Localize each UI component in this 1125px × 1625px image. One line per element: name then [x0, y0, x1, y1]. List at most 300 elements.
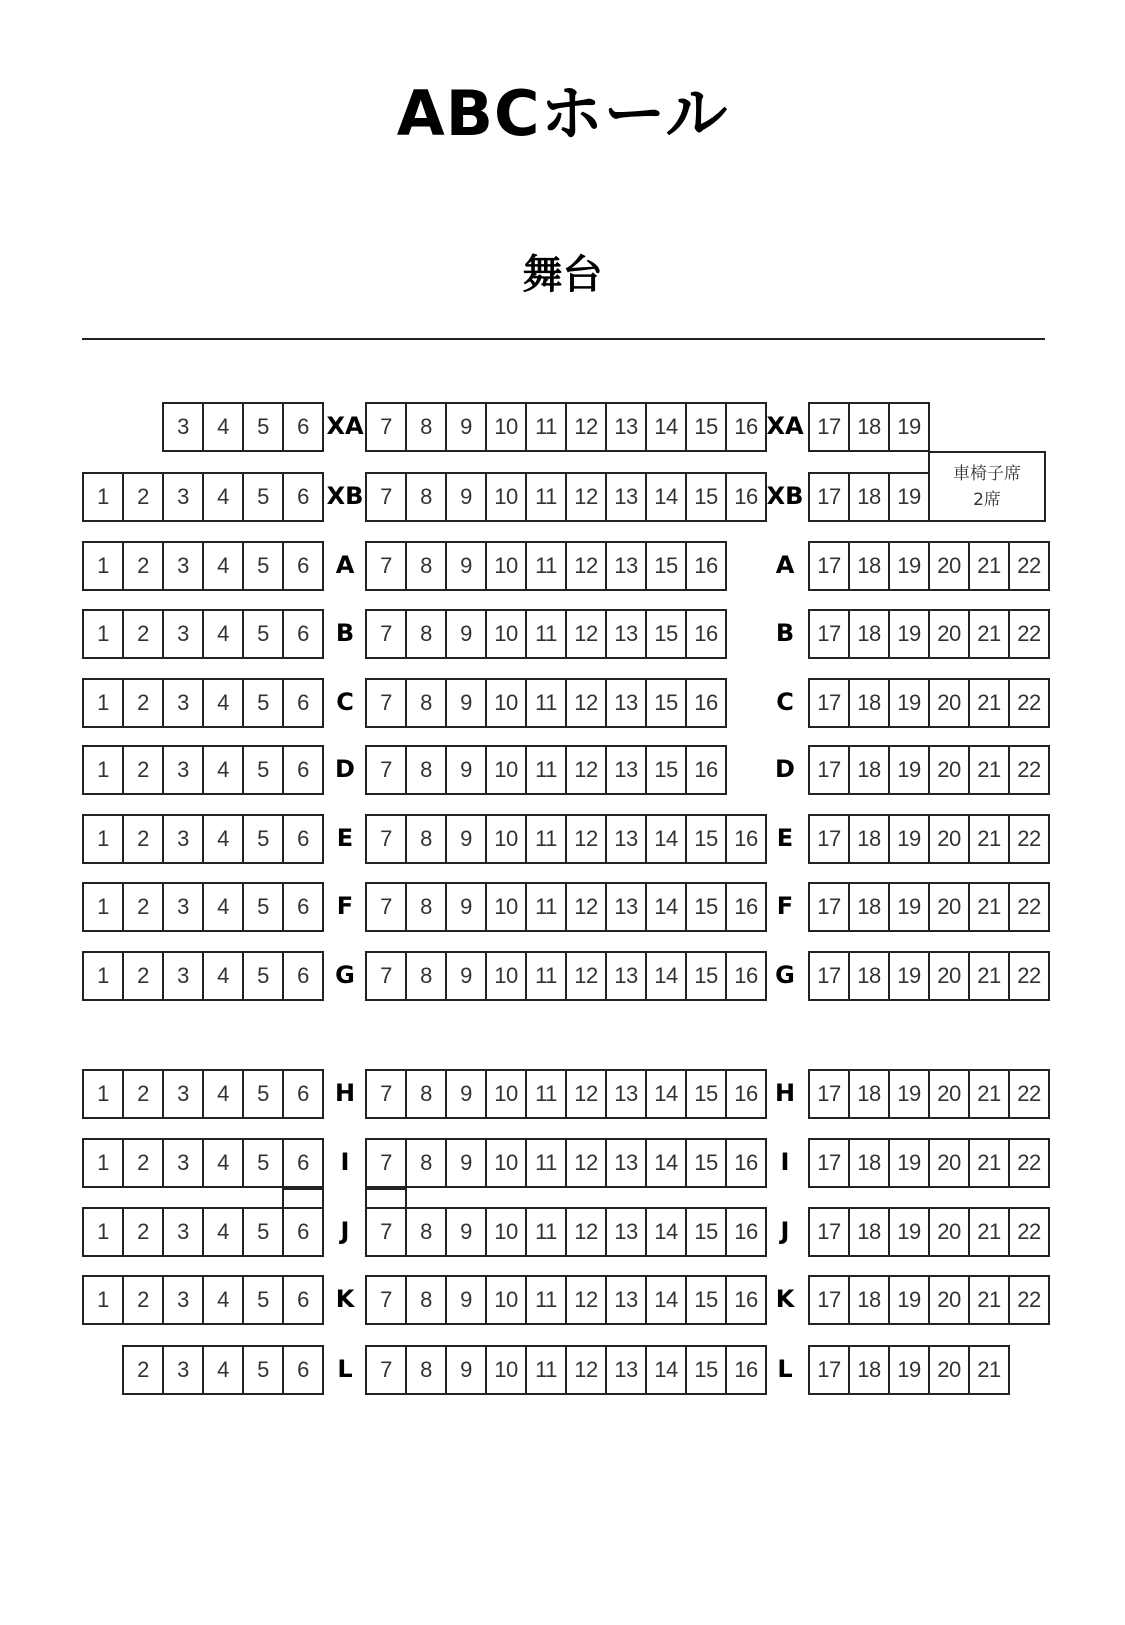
seat-XB-5[interactable]: 5	[242, 472, 284, 522]
seat-E-19[interactable]: 19	[888, 814, 930, 864]
seat-H-9[interactable]: 9	[445, 1069, 487, 1119]
seat-XA-6[interactable]: 6	[282, 402, 324, 452]
seat-L-21[interactable]: 21	[968, 1345, 1010, 1395]
seat-XB-16[interactable]: 16	[725, 472, 767, 522]
seat-D-17[interactable]: 17	[808, 745, 850, 795]
seat-J-21[interactable]: 21	[968, 1207, 1010, 1257]
seat-C-5[interactable]: 5	[242, 678, 284, 728]
seat-H-22[interactable]: 22	[1008, 1069, 1050, 1119]
seat-K-20[interactable]: 20	[928, 1275, 970, 1325]
seat-J-7[interactable]: 7	[365, 1207, 407, 1257]
seat-H-15[interactable]: 15	[685, 1069, 727, 1119]
row-label-right: C	[776, 688, 794, 716]
seat-J-20[interactable]: 20	[928, 1207, 970, 1257]
seat-E-22[interactable]: 22	[1008, 814, 1050, 864]
seat-D-3[interactable]: 3	[162, 745, 204, 795]
seat-J-4[interactable]: 4	[202, 1207, 244, 1257]
seat-XA-7[interactable]: 7	[365, 402, 407, 452]
seat-E-2[interactable]: 2	[122, 814, 164, 864]
seat-B-3[interactable]: 3	[162, 609, 204, 659]
seat-K-14[interactable]: 14	[645, 1275, 687, 1325]
seat-H-16[interactable]: 16	[725, 1069, 767, 1119]
seat-A-1[interactable]: 1	[82, 541, 124, 591]
seat-I-8[interactable]: 8	[405, 1138, 447, 1188]
seat-XB-19[interactable]: 19	[888, 472, 930, 522]
seat-J-9[interactable]: 9	[445, 1207, 487, 1257]
seat-F-8[interactable]: 8	[405, 882, 447, 932]
seat-I-22[interactable]: 22	[1008, 1138, 1050, 1188]
seat-XB-11[interactable]: 11	[525, 472, 567, 522]
seat-K-15[interactable]: 15	[685, 1275, 727, 1325]
seat-F-20[interactable]: 20	[928, 882, 970, 932]
seat-D-18[interactable]: 18	[848, 745, 890, 795]
seat-F-12[interactable]: 12	[565, 882, 607, 932]
seat-F-2[interactable]: 2	[122, 882, 164, 932]
seat-A-7[interactable]: 7	[365, 541, 407, 591]
seat-H-3[interactable]: 3	[162, 1069, 204, 1119]
seat-G-17[interactable]: 17	[808, 951, 850, 1001]
seat-E-18[interactable]: 18	[848, 814, 890, 864]
seat-G-5[interactable]: 5	[242, 951, 284, 1001]
seat-L-19[interactable]: 19	[888, 1345, 930, 1395]
seat-XA-15[interactable]: 15	[685, 402, 727, 452]
seat-B-21[interactable]: 21	[968, 609, 1010, 659]
row-label-left: J	[340, 1217, 350, 1245]
seat-L-5[interactable]: 5	[242, 1345, 284, 1395]
seat-J-5[interactable]: 5	[242, 1207, 284, 1257]
seat-D-12[interactable]: 12	[565, 745, 607, 795]
seat-C-12[interactable]: 12	[565, 678, 607, 728]
seat-E-6[interactable]: 6	[282, 814, 324, 864]
seat-I-17[interactable]: 17	[808, 1138, 850, 1188]
seat-L-14[interactable]: 14	[645, 1345, 687, 1395]
seat-I-7[interactable]: 7	[365, 1138, 407, 1188]
seat-J-14[interactable]: 14	[645, 1207, 687, 1257]
row-label-left: F	[336, 892, 354, 920]
seat-L-16[interactable]: 16	[725, 1345, 767, 1395]
seat-D-20[interactable]: 20	[928, 745, 970, 795]
seat-H-4[interactable]: 4	[202, 1069, 244, 1119]
wheelchair-area[interactable]	[928, 451, 1046, 522]
seat-K-7[interactable]: 7	[365, 1275, 407, 1325]
seat-C-11[interactable]: 11	[525, 678, 567, 728]
seat-A-3[interactable]: 3	[162, 541, 204, 591]
seat-J-22[interactable]: 22	[1008, 1207, 1050, 1257]
seat-H-12[interactable]: 12	[565, 1069, 607, 1119]
seat-G-19[interactable]: 19	[888, 951, 930, 1001]
seat-L-15[interactable]: 15	[685, 1345, 727, 1395]
seat-C-22[interactable]: 22	[1008, 678, 1050, 728]
seat-A-2[interactable]: 2	[122, 541, 164, 591]
seat-K-3[interactable]: 3	[162, 1275, 204, 1325]
seat-XB-18[interactable]: 18	[848, 472, 890, 522]
seat-D-19[interactable]: 19	[888, 745, 930, 795]
seat-A-18[interactable]: 18	[848, 541, 890, 591]
seat-L-9[interactable]: 9	[445, 1345, 487, 1395]
seat-G-6[interactable]: 6	[282, 951, 324, 1001]
seat-K-9[interactable]: 9	[445, 1275, 487, 1325]
seat-E-9[interactable]: 9	[445, 814, 487, 864]
seat-XB-14[interactable]: 14	[645, 472, 687, 522]
seat-I-20[interactable]: 20	[928, 1138, 970, 1188]
seat-I-2[interactable]: 2	[122, 1138, 164, 1188]
seat-XA-19[interactable]: 19	[888, 402, 930, 452]
seat-C-8[interactable]: 8	[405, 678, 447, 728]
seat-E-1[interactable]: 1	[82, 814, 124, 864]
seat-XB-17[interactable]: 17	[808, 472, 850, 522]
seat-E-13[interactable]: 13	[605, 814, 647, 864]
seat-H-18[interactable]: 18	[848, 1069, 890, 1119]
seat-H-13[interactable]: 13	[605, 1069, 647, 1119]
seat-C-17[interactable]: 17	[808, 678, 850, 728]
seat-H-21[interactable]: 21	[968, 1069, 1010, 1119]
seat-J-10[interactable]: 10	[485, 1207, 527, 1257]
seat-D-21[interactable]: 21	[968, 745, 1010, 795]
seat-F-21[interactable]: 21	[968, 882, 1010, 932]
seat-L-17[interactable]: 17	[808, 1345, 850, 1395]
seat-K-22[interactable]: 22	[1008, 1275, 1050, 1325]
seat-L-6[interactable]: 6	[282, 1345, 324, 1395]
seat-G-1[interactable]: 1	[82, 951, 124, 1001]
seat-K-1[interactable]: 1	[82, 1275, 124, 1325]
seat-B-12[interactable]: 12	[565, 609, 607, 659]
seat-B-9[interactable]: 9	[445, 609, 487, 659]
seat-F-18[interactable]: 18	[848, 882, 890, 932]
seat-H-17[interactable]: 17	[808, 1069, 850, 1119]
seat-C-21[interactable]: 21	[968, 678, 1010, 728]
seat-L-10[interactable]: 10	[485, 1345, 527, 1395]
seat-C-7[interactable]: 7	[365, 678, 407, 728]
seat-L-11[interactable]: 11	[525, 1345, 567, 1395]
seat-B-8[interactable]: 8	[405, 609, 447, 659]
seat-J-16[interactable]: 16	[725, 1207, 767, 1257]
seat-I-18[interactable]: 18	[848, 1138, 890, 1188]
seat-E-11[interactable]: 11	[525, 814, 567, 864]
seat-I-9[interactable]: 9	[445, 1138, 487, 1188]
seat-G-15[interactable]: 15	[685, 951, 727, 1001]
seat-D-15[interactable]: 15	[645, 745, 687, 795]
seat-XB-3[interactable]: 3	[162, 472, 204, 522]
seat-D-22[interactable]: 22	[1008, 745, 1050, 795]
seat-G-4[interactable]: 4	[202, 951, 244, 1001]
seat-G-10[interactable]: 10	[485, 951, 527, 1001]
seat-XB-10[interactable]: 10	[485, 472, 527, 522]
seat-D-4[interactable]: 4	[202, 745, 244, 795]
seat-J-12[interactable]: 12	[565, 1207, 607, 1257]
seat-K-16[interactable]: 16	[725, 1275, 767, 1325]
seat-XA-3[interactable]: 3	[162, 402, 204, 452]
seat-B-19[interactable]: 19	[888, 609, 930, 659]
seat-D-11[interactable]: 11	[525, 745, 567, 795]
seat-A-20[interactable]: 20	[928, 541, 970, 591]
seat-G-11[interactable]: 11	[525, 951, 567, 1001]
seat-D-16[interactable]: 16	[685, 745, 727, 795]
seat-F-19[interactable]: 19	[888, 882, 930, 932]
seat-H-14[interactable]: 14	[645, 1069, 687, 1119]
seat-J-15[interactable]: 15	[685, 1207, 727, 1257]
seat-I-12[interactable]: 12	[565, 1138, 607, 1188]
seat-C-9[interactable]: 9	[445, 678, 487, 728]
seat-E-16[interactable]: 16	[725, 814, 767, 864]
seat-G-3[interactable]: 3	[162, 951, 204, 1001]
seat-I-14[interactable]: 14	[645, 1138, 687, 1188]
seat-B-16[interactable]: 16	[685, 609, 727, 659]
seat-E-7[interactable]: 7	[365, 814, 407, 864]
seat-F-9[interactable]: 9	[445, 882, 487, 932]
seat-I-5[interactable]: 5	[242, 1138, 284, 1188]
seat-B-22[interactable]: 22	[1008, 609, 1050, 659]
seat-F-3[interactable]: 3	[162, 882, 204, 932]
seat-G-16[interactable]: 16	[725, 951, 767, 1001]
seat-G-7[interactable]: 7	[365, 951, 407, 1001]
seat-F-5[interactable]: 5	[242, 882, 284, 932]
seat-XB-1[interactable]: 1	[82, 472, 124, 522]
seat-I-10[interactable]: 10	[485, 1138, 527, 1188]
seat-D-13[interactable]: 13	[605, 745, 647, 795]
seat-E-14[interactable]: 14	[645, 814, 687, 864]
seat-A-22[interactable]: 22	[1008, 541, 1050, 591]
seat-I-16[interactable]: 16	[725, 1138, 767, 1188]
seat-E-15[interactable]: 15	[685, 814, 727, 864]
seat-G-18[interactable]: 18	[848, 951, 890, 1001]
seat-B-5[interactable]: 5	[242, 609, 284, 659]
seat-C-20[interactable]: 20	[928, 678, 970, 728]
seat-B-7[interactable]: 7	[365, 609, 407, 659]
seat-E-5[interactable]: 5	[242, 814, 284, 864]
seat-D-5[interactable]: 5	[242, 745, 284, 795]
seat-A-17[interactable]: 17	[808, 541, 850, 591]
seat-H-6[interactable]: 6	[282, 1069, 324, 1119]
seat-I-15[interactable]: 15	[685, 1138, 727, 1188]
seat-F-13[interactable]: 13	[605, 882, 647, 932]
seat-B-1[interactable]: 1	[82, 609, 124, 659]
seat-D-8[interactable]: 8	[405, 745, 447, 795]
seat-G-8[interactable]: 8	[405, 951, 447, 1001]
seat-K-5[interactable]: 5	[242, 1275, 284, 1325]
seat-A-5[interactable]: 5	[242, 541, 284, 591]
seat-C-6[interactable]: 6	[282, 678, 324, 728]
seat-XA-14[interactable]: 14	[645, 402, 687, 452]
seat-K-6[interactable]: 6	[282, 1275, 324, 1325]
seat-E-12[interactable]: 12	[565, 814, 607, 864]
seat-D-10[interactable]: 10	[485, 745, 527, 795]
seat-G-20[interactable]: 20	[928, 951, 970, 1001]
seat-A-16[interactable]: 16	[685, 541, 727, 591]
seat-B-15[interactable]: 15	[645, 609, 687, 659]
seat-B-11[interactable]: 11	[525, 609, 567, 659]
seat-A-10[interactable]: 10	[485, 541, 527, 591]
seat-D-9[interactable]: 9	[445, 745, 487, 795]
seat-A-9[interactable]: 9	[445, 541, 487, 591]
seat-I-13[interactable]: 13	[605, 1138, 647, 1188]
seat-D-2[interactable]: 2	[122, 745, 164, 795]
seat-I-4[interactable]: 4	[202, 1138, 244, 1188]
seat-G-12[interactable]: 12	[565, 951, 607, 1001]
seat-J-1[interactable]: 1	[82, 1207, 124, 1257]
seat-C-16[interactable]: 16	[685, 678, 727, 728]
seat-F-22[interactable]: 22	[1008, 882, 1050, 932]
seat-K-17[interactable]: 17	[808, 1275, 850, 1325]
seat-H-2[interactable]: 2	[122, 1069, 164, 1119]
seat-I-1[interactable]: 1	[82, 1138, 124, 1188]
seat-XB-4[interactable]: 4	[202, 472, 244, 522]
seat-L-3[interactable]: 3	[162, 1345, 204, 1395]
seat-K-2[interactable]: 2	[122, 1275, 164, 1325]
seat-F-17[interactable]: 17	[808, 882, 850, 932]
seat-XA-9[interactable]: 9	[445, 402, 487, 452]
row-label-right: F	[776, 892, 794, 920]
seat-L-4[interactable]: 4	[202, 1345, 244, 1395]
seat-D-1[interactable]: 1	[82, 745, 124, 795]
seat-H-10[interactable]: 10	[485, 1069, 527, 1119]
seat-XA-12[interactable]: 12	[565, 402, 607, 452]
seat-XA-4[interactable]: 4	[202, 402, 244, 452]
seat-E-4[interactable]: 4	[202, 814, 244, 864]
seat-C-4[interactable]: 4	[202, 678, 244, 728]
seat-K-13[interactable]: 13	[605, 1275, 647, 1325]
seat-B-13[interactable]: 13	[605, 609, 647, 659]
seat-XA-17[interactable]: 17	[808, 402, 850, 452]
seat-XB-12[interactable]: 12	[565, 472, 607, 522]
seat-C-3[interactable]: 3	[162, 678, 204, 728]
seat-F-11[interactable]: 11	[525, 882, 567, 932]
seat-A-13[interactable]: 13	[605, 541, 647, 591]
seat-I-21[interactable]: 21	[968, 1138, 1010, 1188]
seat-E-3[interactable]: 3	[162, 814, 204, 864]
seat-C-18[interactable]: 18	[848, 678, 890, 728]
seat-A-8[interactable]: 8	[405, 541, 447, 591]
seat-I-11[interactable]: 11	[525, 1138, 567, 1188]
seat-L-20[interactable]: 20	[928, 1345, 970, 1395]
seat-F-16[interactable]: 16	[725, 882, 767, 932]
seat-D-6[interactable]: 6	[282, 745, 324, 795]
seat-A-11[interactable]: 11	[525, 541, 567, 591]
seat-A-15[interactable]: 15	[645, 541, 687, 591]
seat-E-20[interactable]: 20	[928, 814, 970, 864]
seat-H-8[interactable]: 8	[405, 1069, 447, 1119]
seat-XB-7[interactable]: 7	[365, 472, 407, 522]
seat-B-20[interactable]: 20	[928, 609, 970, 659]
seat-G-9[interactable]: 9	[445, 951, 487, 1001]
seat-J-18[interactable]: 18	[848, 1207, 890, 1257]
seat-A-12[interactable]: 12	[565, 541, 607, 591]
seat-XA-16[interactable]: 16	[725, 402, 767, 452]
seat-J-13[interactable]: 13	[605, 1207, 647, 1257]
seat-A-19[interactable]: 19	[888, 541, 930, 591]
seat-J-19[interactable]: 19	[888, 1207, 930, 1257]
seat-XB-9[interactable]: 9	[445, 472, 487, 522]
seat-K-21[interactable]: 21	[968, 1275, 1010, 1325]
seat-J-6[interactable]: 6	[282, 1207, 324, 1257]
seat-I-19[interactable]: 19	[888, 1138, 930, 1188]
seat-H-1[interactable]: 1	[82, 1069, 124, 1119]
seat-XA-11[interactable]: 11	[525, 402, 567, 452]
seat-H-20[interactable]: 20	[928, 1069, 970, 1119]
seat-G-14[interactable]: 14	[645, 951, 687, 1001]
seat-L-2[interactable]: 2	[122, 1345, 164, 1395]
seat-B-4[interactable]: 4	[202, 609, 244, 659]
seat-K-10[interactable]: 10	[485, 1275, 527, 1325]
seat-C-13[interactable]: 13	[605, 678, 647, 728]
seat-C-2[interactable]: 2	[122, 678, 164, 728]
seat-E-10[interactable]: 10	[485, 814, 527, 864]
seat-L-8[interactable]: 8	[405, 1345, 447, 1395]
seat-F-7[interactable]: 7	[365, 882, 407, 932]
seat-B-17[interactable]: 17	[808, 609, 850, 659]
seat-F-14[interactable]: 14	[645, 882, 687, 932]
seat-K-11[interactable]: 11	[525, 1275, 567, 1325]
seat-L-7[interactable]: 7	[365, 1345, 407, 1395]
seat-F-10[interactable]: 10	[485, 882, 527, 932]
seat-K-4[interactable]: 4	[202, 1275, 244, 1325]
seat-E-8[interactable]: 8	[405, 814, 447, 864]
seat-E-17[interactable]: 17	[808, 814, 850, 864]
seat-C-1[interactable]: 1	[82, 678, 124, 728]
seat-C-15[interactable]: 15	[645, 678, 687, 728]
seat-C-19[interactable]: 19	[888, 678, 930, 728]
seat-I-6[interactable]: 6	[282, 1138, 324, 1188]
seat-G-22[interactable]: 22	[1008, 951, 1050, 1001]
seat-I-3[interactable]: 3	[162, 1138, 204, 1188]
seat-XB-2[interactable]: 2	[122, 472, 164, 522]
seat-F-1[interactable]: 1	[82, 882, 124, 932]
seat-XA-8[interactable]: 8	[405, 402, 447, 452]
seat-A-21[interactable]: 21	[968, 541, 1010, 591]
seat-C-10[interactable]: 10	[485, 678, 527, 728]
seat-G-13[interactable]: 13	[605, 951, 647, 1001]
seat-L-18[interactable]: 18	[848, 1345, 890, 1395]
seat-A-4[interactable]: 4	[202, 541, 244, 591]
seat-D-7[interactable]: 7	[365, 745, 407, 795]
seat-XB-6[interactable]: 6	[282, 472, 324, 522]
seat-XA-18[interactable]: 18	[848, 402, 890, 452]
seat-B-10[interactable]: 10	[485, 609, 527, 659]
seat-F-6[interactable]: 6	[282, 882, 324, 932]
seat-F-15[interactable]: 15	[685, 882, 727, 932]
seat-H-5[interactable]: 5	[242, 1069, 284, 1119]
seat-H-11[interactable]: 11	[525, 1069, 567, 1119]
seat-XA-5[interactable]: 5	[242, 402, 284, 452]
seat-J-17[interactable]: 17	[808, 1207, 850, 1257]
seat-J-2[interactable]: 2	[122, 1207, 164, 1257]
seat-E-21[interactable]: 21	[968, 814, 1010, 864]
seat-G-2[interactable]: 2	[122, 951, 164, 1001]
seat-K-19[interactable]: 19	[888, 1275, 930, 1325]
seat-K-18[interactable]: 18	[848, 1275, 890, 1325]
seat-XB-15[interactable]: 15	[685, 472, 727, 522]
seat-L-13[interactable]: 13	[605, 1345, 647, 1395]
seat-XB-13[interactable]: 13	[605, 472, 647, 522]
seat-L-12[interactable]: 12	[565, 1345, 607, 1395]
seat-G-21[interactable]: 21	[968, 951, 1010, 1001]
seat-XA-10[interactable]: 10	[485, 402, 527, 452]
seat-J-3[interactable]: 3	[162, 1207, 204, 1257]
seat-F-4[interactable]: 4	[202, 882, 244, 932]
seat-K-12[interactable]: 12	[565, 1275, 607, 1325]
seat-A-6[interactable]: 6	[282, 541, 324, 591]
seat-B-6[interactable]: 6	[282, 609, 324, 659]
seat-B-2[interactable]: 2	[122, 609, 164, 659]
seat-XA-13[interactable]: 13	[605, 402, 647, 452]
seat-H-19[interactable]: 19	[888, 1069, 930, 1119]
seat-B-18[interactable]: 18	[848, 609, 890, 659]
row-label-right: I	[780, 1148, 790, 1176]
seat-J-11[interactable]: 11	[525, 1207, 567, 1257]
seat-K-8[interactable]: 8	[405, 1275, 447, 1325]
seat-XB-8[interactable]: 8	[405, 472, 447, 522]
seat-J-8[interactable]: 8	[405, 1207, 447, 1257]
seat-H-7[interactable]: 7	[365, 1069, 407, 1119]
